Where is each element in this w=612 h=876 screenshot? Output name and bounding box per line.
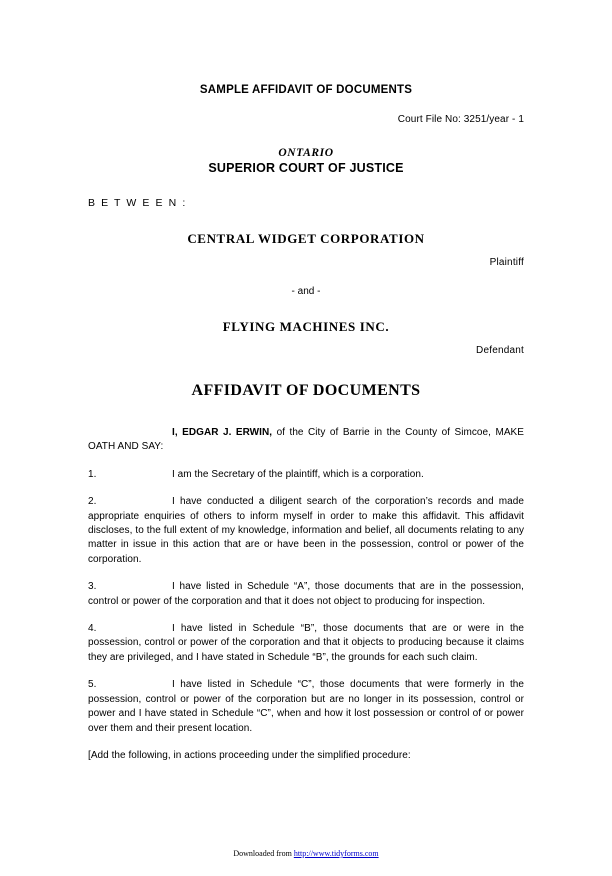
- page-footer: [0, 849, 612, 858]
- defendant-name: FLYING MACHINES INC.: [222, 319, 390, 334]
- paragraph-2: [88, 495, 524, 567]
- paragraph-number: 4.: [88, 623, 97, 635]
- court-file-number: Court File No: 3251/year - 1: [397, 114, 524, 125]
- paragraph-text: I am the Secretary of the plaintiff, which is a corporation.: [172, 468, 424, 480]
- plaintiff-role: Plaintiff: [489, 257, 524, 268]
- paragraph-number: 2.: [88, 496, 97, 508]
- paragraph-5: [88, 678, 524, 736]
- court-name: SUPERIOR COURT OF JUSTICE: [208, 161, 404, 175]
- paragraph-1: [88, 468, 524, 482]
- paragraph-text: I have listed in Schedule “B”, those documents that are or were in the possession, control or power of the corporation and that it objects to producing because it claims they are privileged, and I have stated in Schedule “B”, the grounds for each such claim.: [88, 623, 524, 663]
- paragraph-text: I have listed in Schedule “C”, those documents that were formerly in the possession, control or power of the corporation but are no longer in its possession, control or power and I have stated in Schedule “C”, when and how it lost possession or control of or power over them and their present location.: [88, 679, 524, 734]
- deponent-details: of the City of Barrie in the County of Simcoe, MAKE OATH AND SAY:: [88, 427, 524, 453]
- deponent-name: I, EDGAR J. ERWIN,: [172, 427, 273, 438]
- affidavit-heading: AFFIDAVIT OF DOCUMENTS: [191, 382, 421, 399]
- paragraph-text: I have conducted a diligent search of the corporation’s records and made appropriate enquiries of others to inform myself in order to make this affidavit. This affidavit discloses, to the full extent of my knowledge, information and belief, all documents relating to any matter in issue in this action that are or have been in the possession, control or power of the corporation.: [88, 496, 524, 565]
- footer-label: Downloaded from: [233, 849, 294, 858]
- between-label: B E T W E E N :: [88, 197, 187, 209]
- paragraph-text: I have listed in Schedule “A”, those documents that are in the possession, control or power of the corporation and that it does not object to producing for inspection.: [88, 581, 524, 607]
- paragraph-4: [88, 622, 524, 665]
- paragraph-3: [88, 580, 524, 609]
- jurisdiction-label: ONTARIO: [278, 147, 334, 159]
- footer-url[interactable]: http://www.tidyforms.com: [293, 849, 379, 858]
- paragraph-number: 5.: [88, 679, 97, 691]
- and-separator: - and -: [291, 286, 321, 297]
- plaintiff-name: CENTRAL WIDGET CORPORATION: [187, 231, 425, 246]
- defendant-role: Defendant: [476, 345, 524, 356]
- closing-note: [Add the following, in actions proceeding under the simplified procedure:: [88, 749, 411, 761]
- paragraph-number: 3.: [88, 581, 97, 593]
- deponent-statement: [88, 426, 524, 455]
- page-title: SAMPLE AFFIDAVIT OF DOCUMENTS: [199, 84, 413, 96]
- affidavit-body: [88, 426, 524, 763]
- paragraph-number: 1.: [88, 468, 97, 480]
- document-page: [0, 84, 612, 876]
